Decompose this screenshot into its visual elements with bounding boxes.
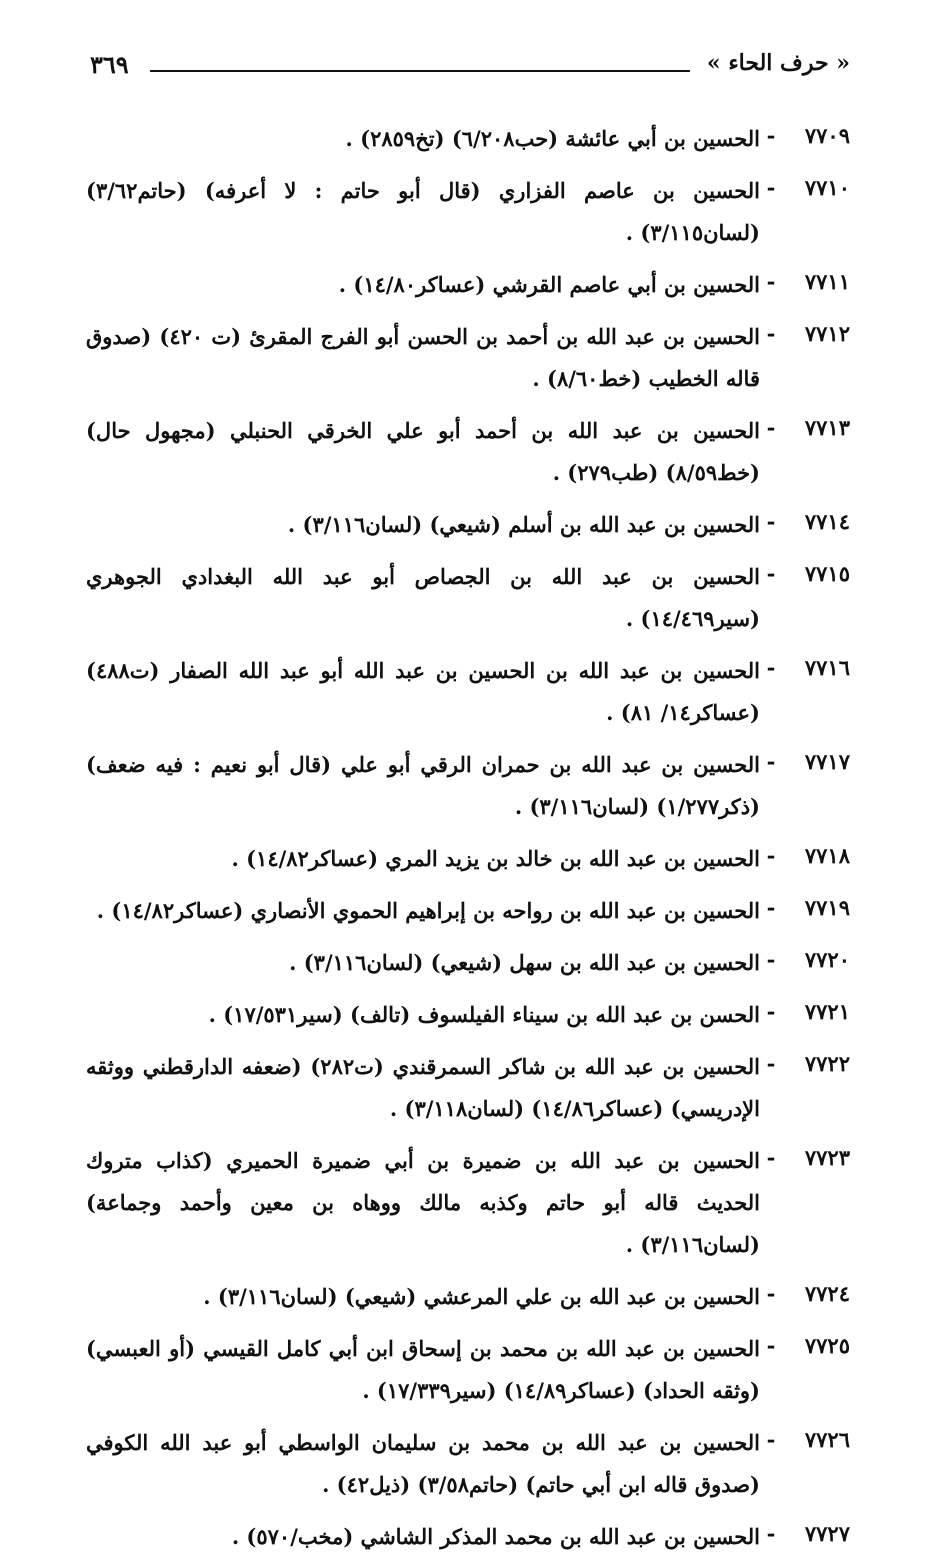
page-number: ٣٦٩ (90, 50, 129, 79)
entry-item (86, 838, 850, 880)
entry-dash: - (766, 1281, 776, 1306)
entry-dash: - (766, 1051, 776, 1076)
entry-text: الحسين بن عبد الله بن محمد بن سليمان الواسطي أبو عبد الله الكوفي (صدوق قاله ابن أبي حاتم) (حاتم٣/٥٨) (ذيل٤٢) . (86, 1430, 760, 1497)
entry-text: الحسين بن عبد الله بن الحسين بن عبد الله أبو عبد الله الصفار (ت٤٨٨) (عساكر١٤/ ٨١) . (86, 658, 760, 725)
entry-number: ٧٧٢١ (804, 999, 850, 1024)
entry-text: الحسين بن عبد الله بن محمد المذكر الشاشي (مخب/٥٧٠) . (231, 1524, 760, 1549)
entry-text: الحسين بن عبد الله بن حمران الرقي أبو علي (قال أبو نعيم : فيه ضعف) (ذكر١/٢٧٧) (لسان٣/١١٦) . (86, 752, 760, 819)
entry-number: ٧٧٢٥ (804, 1333, 850, 1358)
entry-item (86, 1328, 850, 1412)
entry-item (86, 650, 850, 734)
entry-number: ٧٧١٨ (804, 843, 850, 868)
entry-item (86, 504, 850, 546)
entry-dash: - (766, 321, 776, 346)
entry-text: الحسن بن عبد الله بن سيناء الفيلسوف (تالف) (سير١٧/٥٣١) . (208, 1002, 760, 1027)
entry-item (86, 890, 850, 932)
entry-item (86, 556, 850, 640)
entry-number: ٧٧١٥ (804, 561, 850, 586)
entry-number: ٧٧٠٩ (804, 123, 850, 148)
entry-item (86, 1422, 850, 1506)
entry-dash: - (766, 1145, 776, 1170)
entry-text: الحسين بن أبي عاصم القرشي (عساكر١٤/٨٠) . (338, 272, 760, 297)
entry-item (86, 1516, 850, 1558)
entry-dash: - (766, 999, 776, 1024)
entry-item (86, 1276, 850, 1318)
entry-text: الحسين بن أبي عائشة (حب٦/٢٠٨) (تخ٢٨٥٩) . (345, 126, 760, 151)
entry-number: ٧٧٢٣ (804, 1145, 850, 1170)
entry-item (86, 170, 850, 254)
entry-dash: - (766, 123, 776, 148)
entry-text: الحسين بن عبد الله بن رواحه بن إبراهيم الحموي الأنصاري (عساكر١٤/٨٢) . (96, 898, 760, 923)
entry-text: الحسين بن عبد الله بن أسلم (شيعي) (لسان٣/١١٦) . (287, 512, 760, 537)
entry-dash: - (766, 1427, 776, 1452)
entry-text: الحسين بن عاصم الفزاري (قال أبو حاتم : لا أعرفه) (حاتم٣/٦٢) (لسان٣/١١٥) . (86, 178, 760, 245)
entry-text: الحسين بن عبد الله بن علي المرعشي (شيعي) (لسان٣/١١٦) . (203, 1284, 760, 1309)
entry-dash: - (766, 1333, 776, 1358)
entry-dash: - (766, 269, 776, 294)
entry-dash: - (766, 561, 776, 586)
entry-number: ٧٧١٦ (804, 655, 850, 680)
entry-item (86, 994, 850, 1036)
entry-number: ٧٧١١ (804, 269, 850, 294)
entry-item (86, 118, 850, 160)
entry-text: الحسين بن عبد الله بن محمد بن إسحاق ابن أبي كامل القيسي (أو العبسي) (وثقه الحداد) (عساكر١٤/٨٩) (سير١٧/٣٣٩) . (86, 1336, 760, 1403)
entry-text: الحسين بن عبد الله بن أحمد أبو علي الخرقي الحنبلي (مجهول حال) (خط٨/٥٩) (طب٢٧٩) . (86, 418, 760, 485)
entry-text: الحسين بن عبد الله بن الجصاص أبو عبد الله البغدادي الجوهري (سير١٤/٤٦٩) . (86, 564, 760, 631)
entry-number: ٧٧٢٦ (804, 1427, 850, 1452)
entry-text: الحسين بن عبد الله بن ضميرة بن أبي ضميرة الحميري (كذاب متروك الحديث قاله أبو حاتم وكذبه مالك ووهاه بن معين وأحمد وجماعة) (لسان٣/١١٦) . (86, 1148, 760, 1257)
entry-number: ٧٧١٠ (804, 175, 850, 200)
entry-number: ٧٧١٢ (804, 321, 850, 346)
entry-dash: - (766, 509, 776, 534)
entry-text: الحسين بن عبد الله بن سهل (شيعي) (لسان٣/١١٦) . (289, 950, 760, 975)
chapter-title: « حرف الحاء » (706, 50, 850, 76)
entry-item (86, 1140, 850, 1266)
entry-text: الحسين بن عبد الله بن خالد بن يزيد المري (عساكر١٤/٨٢) . (231, 846, 760, 871)
entry-number: ٧٧٢٢ (804, 1051, 850, 1076)
entry-number: ٧٧١٤ (804, 509, 850, 534)
header-rule (150, 70, 690, 72)
entry-item (86, 744, 850, 828)
entry-item (86, 316, 850, 400)
entry-number: ٧٧٢٠ (804, 947, 850, 972)
entry-text: الحسين بن عبد الله بن شاكر السمرقندي (ت٢٨٢) (ضعفه الدارقطني ووثقه الإدريسي) (عساكر١٤/٨٦) (لسان٣/١١٨) . (86, 1054, 760, 1121)
entry-number: ٧٧٢٤ (804, 1281, 850, 1306)
entry-dash: - (766, 175, 776, 200)
entry-dash: - (766, 947, 776, 972)
entry-item (86, 264, 850, 306)
entry-item (86, 1046, 850, 1130)
entry-dash: - (766, 749, 776, 774)
entry-item (86, 410, 850, 494)
entry-dash: - (766, 415, 776, 440)
page-header (90, 50, 850, 90)
entry-number: ٧٧٢٧ (804, 1521, 850, 1546)
entry-number: ٧٧١٣ (804, 415, 850, 440)
entry-dash: - (766, 895, 776, 920)
entry-dash: - (766, 655, 776, 680)
entry-dash: - (766, 1521, 776, 1546)
entry-text: الحسين بن عبد الله بن أحمد بن الحسن أبو الفرج المقرئ (ت ٤٢٠) (صدوق قاله الخطيب (خط٨/٦٠) . (86, 324, 760, 391)
entry-number: ٧٧١٧ (804, 749, 850, 774)
entry-item (86, 942, 850, 984)
entry-dash: - (766, 843, 776, 868)
entry-number: ٧٧١٩ (804, 895, 850, 920)
